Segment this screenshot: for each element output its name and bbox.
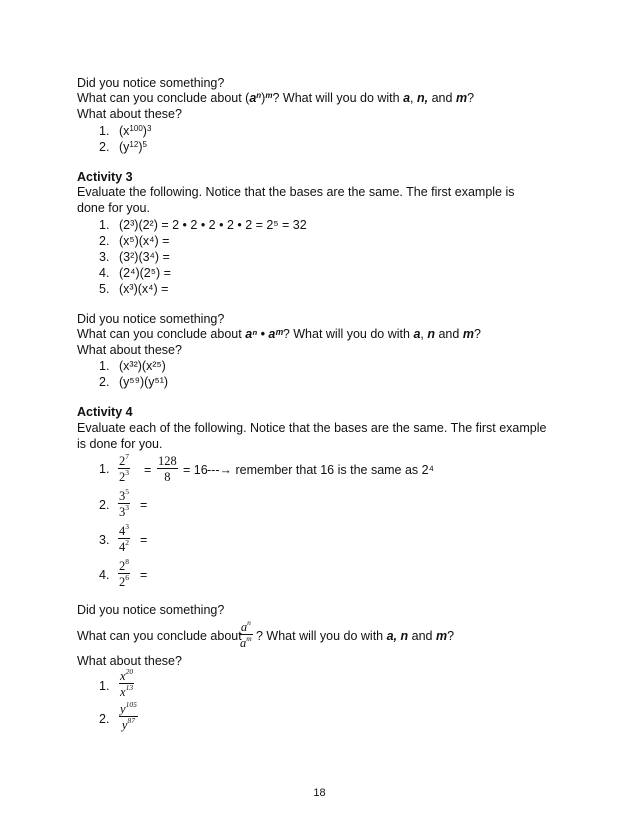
base: (x	[119, 124, 130, 138]
a4-item-num: 3.	[99, 533, 110, 547]
exp: 5	[142, 140, 147, 149]
activity-3-heading: Activity 3	[77, 170, 133, 184]
comma: ,	[420, 327, 424, 341]
and-word: and	[411, 629, 433, 643]
a3-item: (x³)(x⁴) =	[119, 282, 169, 296]
a4-item-num: 4.	[99, 568, 110, 582]
numerator: 128	[158, 454, 177, 468]
num-exp: 20	[125, 667, 134, 676]
notice-line-1: Did you notice something?	[77, 76, 225, 90]
a4-q-num: 2.	[99, 712, 110, 726]
equals: =	[140, 533, 148, 547]
paren-close: )	[261, 91, 266, 105]
qmark: ?	[473, 327, 481, 341]
conclude-text: What can you conclude about (	[77, 91, 250, 105]
den-exp: 3	[125, 503, 129, 512]
a3-item-num: 2.	[99, 234, 110, 248]
a3-item: (2³)(2²) = 2 • 2 • 2 • 2 • 2 = 2⁵ = 32	[119, 218, 307, 232]
p1-item-1-num: 1.	[99, 124, 110, 138]
bold-an: a, n	[386, 629, 409, 643]
a3-item: (3²)(3⁴) =	[119, 250, 170, 264]
fraction	[119, 702, 138, 732]
notice-line-3: Did you notice something?	[77, 603, 225, 617]
den-exp: 87	[127, 716, 135, 725]
conclude-line-1	[77, 91, 474, 106]
den-exp: 13	[125, 683, 134, 692]
den-base: y	[121, 718, 128, 732]
num-exp: 3	[125, 522, 129, 531]
num-base: 3	[119, 489, 126, 503]
denominator: 8	[157, 468, 178, 484]
bold-an-am: aⁿ • aᵐ	[245, 327, 283, 341]
a3-q-item: (x³²)(x²⁵)	[119, 359, 166, 373]
activity-4-instr-2: is done for you.	[77, 437, 163, 451]
num-exp: 105	[125, 700, 137, 709]
den-base: 4	[119, 540, 126, 554]
num-base: y	[120, 702, 126, 716]
qmark: ?	[467, 91, 475, 105]
a3-item-num: 3.	[99, 250, 110, 264]
exp-n: n	[256, 91, 262, 100]
num-exp: 7	[125, 452, 129, 461]
conclude-mid: ? What will you do with	[272, 91, 400, 105]
conclude-line-3-a: What can you conclude about	[77, 629, 242, 643]
conclude-line-2	[77, 327, 481, 342]
about-line-3: What about these?	[77, 654, 182, 668]
exp: 100	[129, 124, 143, 133]
fraction	[118, 454, 130, 484]
a3-item-num: 1.	[99, 218, 110, 232]
a3-q-item: (y⁵⁹)(y⁵¹)	[119, 375, 169, 389]
equals: =	[140, 498, 148, 512]
conclude-mid: ? What will you do with	[256, 629, 384, 643]
bold-m: m	[455, 91, 468, 105]
bold-m: m	[436, 629, 448, 643]
fraction	[118, 489, 130, 519]
activity-3-instr-1: Evaluate the following. Notice that the bases are the same. The first example is	[77, 185, 515, 199]
bold-m: m	[462, 327, 474, 341]
bold-a: a	[413, 327, 421, 341]
num-base: a	[240, 620, 248, 634]
activity-4-heading: Activity 4	[77, 405, 133, 419]
activity-3-instr-2: done for you.	[77, 201, 150, 215]
a3-item-num: 4.	[99, 266, 110, 280]
num-base: 2	[119, 559, 126, 573]
and-word: and	[438, 327, 460, 341]
num-base: 2	[119, 454, 126, 468]
conclude-line-3-b	[256, 629, 454, 644]
a4-q-num: 1.	[99, 679, 110, 693]
bold-n: n	[427, 327, 435, 341]
paren: )	[138, 140, 143, 154]
exp: 3	[146, 124, 152, 133]
and-word: and	[431, 91, 453, 105]
p1-item-2	[119, 140, 147, 155]
num-exp: 8	[125, 557, 129, 566]
fraction-an-am	[239, 620, 253, 650]
about-line-2: What about these?	[77, 343, 182, 357]
den-base: 2	[119, 575, 126, 589]
num-base: 4	[119, 524, 126, 538]
base: (y	[119, 140, 130, 154]
fraction	[118, 524, 130, 554]
activity-4-instr-1: Evaluate each of the following. Notice that the bases are the same. The first example	[77, 421, 547, 435]
num-base: x	[120, 669, 126, 683]
a3-q-num: 1.	[99, 359, 110, 373]
fraction	[119, 669, 134, 699]
num-exp: n	[247, 618, 251, 627]
a4-item-num: 2.	[99, 498, 110, 512]
bold-n: n,	[417, 91, 429, 105]
den-exp: 6	[125, 573, 129, 582]
den-exp: m	[246, 634, 252, 643]
den-base: 2	[119, 470, 126, 484]
exp-m: m	[265, 91, 273, 100]
equals: =	[144, 463, 152, 477]
a3-item: (x⁵)(x⁴) =	[119, 234, 170, 248]
bold-a: a	[403, 91, 411, 105]
notice-line-2: Did you notice something?	[77, 312, 225, 326]
qmark: ?	[447, 629, 455, 643]
den-base: a	[240, 636, 247, 650]
paren: )	[142, 124, 147, 138]
den-base: x	[120, 685, 126, 699]
den-exp: 2	[125, 538, 129, 547]
a3-item-num: 5.	[99, 282, 110, 296]
exp: 12	[129, 140, 139, 149]
p1-item-2-num: 2.	[99, 140, 110, 154]
comma: ,	[410, 91, 414, 105]
remember-note: ---→ remember that 16 is the same as 2⁴	[207, 463, 434, 477]
about-line-1: What about these?	[77, 107, 182, 121]
page-number: 18	[313, 787, 326, 799]
num-exp: 5	[125, 487, 129, 496]
var-a: a	[249, 91, 257, 105]
conclude-text: What can you conclude about	[77, 327, 242, 341]
conclude-mid: ? What will you do with	[282, 327, 410, 341]
p1-item-1	[119, 124, 151, 139]
a3-item: (2⁴)(2⁵) =	[119, 266, 171, 280]
den-exp: 3	[125, 468, 129, 477]
fraction	[157, 454, 178, 484]
fraction	[118, 559, 130, 589]
a4-item-num: 1.	[99, 462, 110, 476]
a3-q-num: 2.	[99, 375, 110, 389]
equals: =	[140, 568, 148, 582]
den-base: 3	[119, 505, 126, 519]
result: = 16	[183, 463, 208, 477]
